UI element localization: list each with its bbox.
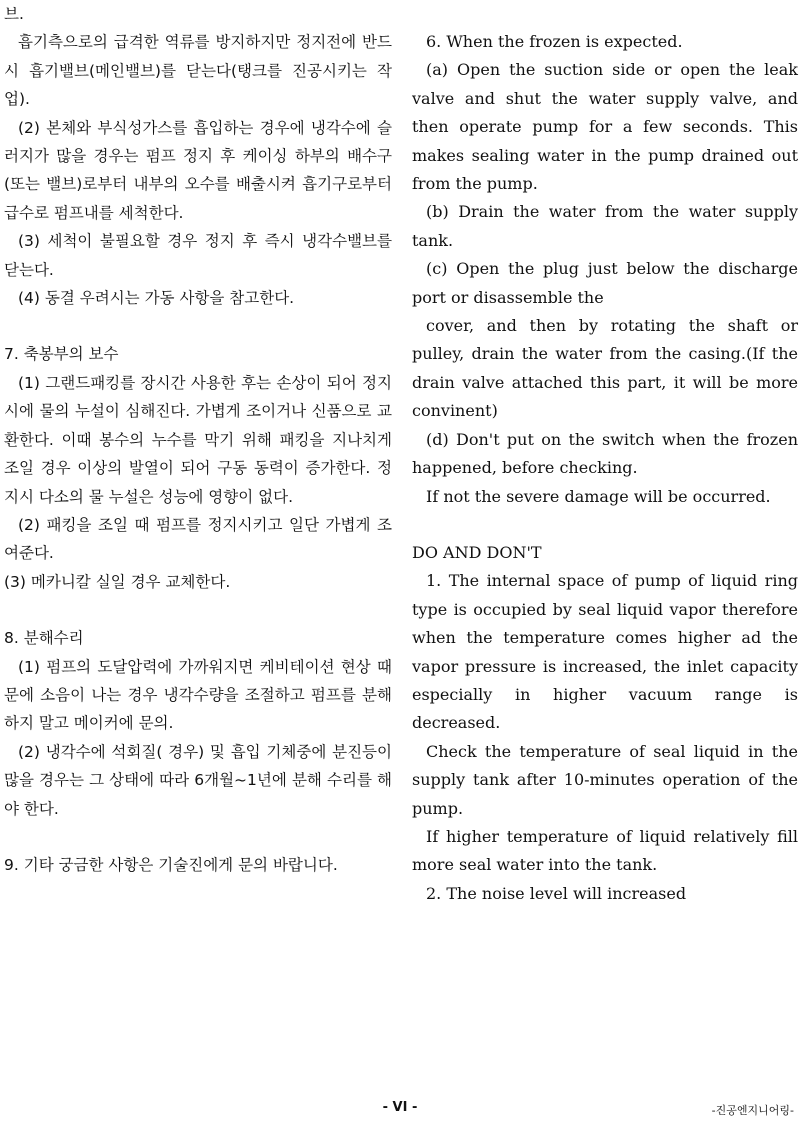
section-7-item-1: (1) 그랜드패킹를 장시간 사용한 후는 손상이 되어 정지시에 물의 누설이 심해진다. 가볍게 조이거나 신품으로 교환한다. 이때 봉수의 누수를 막기 위해 패킹을 지나치게 조일 경우 이상의 발열이 되어 구동 동력이 증가한다. 정지시 다소의 물 누설은 성능에 영향이 없다. — [4, 373, 392, 506]
section-6-heading: 6. When the frozen is expected. — [426, 32, 683, 51]
right-column — [412, 0, 798, 908]
item-c-part-1: (c) Open the plug just below the discharge port or disassemble the — [412, 259, 798, 307]
left-column — [4, 0, 392, 879]
left-paragraph-item-3: (3) 세척이 불필요할 경우 정지 후 즉시 냉각수밸브를 닫는다. — [4, 232, 392, 279]
left-paragraph-item-2: (2) 본체와 부식성가스를 흡입하는 경우에 냉각수에 슬러지가 많을 경우는 펌프 정지 후 케이싱 하부의 배수구(또는 밸브)로부터 내부의 오수를 배출시켜 흡기구로부터 급수로 펌프내를 세척한다. — [4, 118, 392, 222]
spacer — [4, 823, 392, 851]
do-dont-item-1-fill: If higher temperature of liquid relatively fill more seal water into the tank. — [412, 826, 798, 875]
do-and-dont-heading: DO AND DON'T — [412, 542, 542, 562]
spacer — [412, 511, 798, 539]
spacer — [4, 596, 392, 624]
page-number: - VI - — [382, 1100, 418, 1115]
left-paragraph-continuation: 브. — [4, 5, 24, 23]
item-b: (b) Drain the water from the water supply tank. — [412, 202, 798, 250]
item-a: (a) Open the suction side or open the leak valve and shut the water supply valve, and then operate pump for a few seconds. This makes sealing water in the pump drained out from the pump. — [412, 60, 798, 194]
left-paragraph-item-4: (4) 동결 우려시는 가동 사항을 참고한다. — [18, 289, 295, 308]
do-dont-item-2: 2. The noise level will increased — [426, 883, 687, 903]
company-footer: -진공엔지니어링- — [711, 1104, 794, 1117]
do-dont-item-1: 1. The internal space of pump of liquid ring type is occupied by seal liquid vapor therefore when the temperature comes higher ad the vapor pressure is increased, the inlet capacity especially in higher vacuum range is decreased. — [412, 571, 798, 733]
section-7-item-2: (2) 패킹을 조일 때 펌프를 정지시키고 일단 가볍게 조여준다. — [4, 515, 392, 563]
section-7-heading: 7. 축봉부의 보수 — [4, 345, 119, 364]
item-d-warning: If not the severe damage will be occurred. — [426, 486, 771, 506]
item-d: (d) Don't put on the switch when the frozen happened, before checking. — [412, 429, 798, 478]
spacer — [4, 312, 392, 340]
section-8-item-1: (1) 펌프의 도달압력에 가까워지면 케비테이션 현상 때문에 소음이 나는 경우 냉각수량을 조절하고 펌프를 분해하지 말고 메이커에 문의. — [4, 657, 392, 733]
do-dont-item-1-check: Check the temperature of seal liquid in the supply tank after 10-minutes operation of the pump. — [412, 741, 798, 818]
item-c-part-2: cover, and then by rotating the shaft or pulley, drain the water from the casing.(If the drain valve attached this part, it will be more convinent) — [412, 316, 798, 421]
left-paragraph-intake-valve: 흡기측으로의 급격한 역류를 방지하지만 정지전에 반드시 흡기밸브(메인밸브)를 닫는다(탱크를 진공시키는 작업). — [4, 33, 392, 109]
section-9-paragraph: 9. 기타 궁금한 사항은 기술진에게 문의 바랍니다. — [4, 855, 338, 874]
section-8-item-2: (2) 냉각수에 석회질( 경우) 및 흡입 기체중에 분진등이 많을 경우는 그 상태에 따라 6개월~1년에 분해 수리를 해야 한다. — [4, 742, 392, 818]
section-7-item-3: (3) 메카니칼 실일 경우 교체한다. — [4, 572, 231, 591]
section-8-heading: 8. 분해수리 — [4, 629, 84, 648]
